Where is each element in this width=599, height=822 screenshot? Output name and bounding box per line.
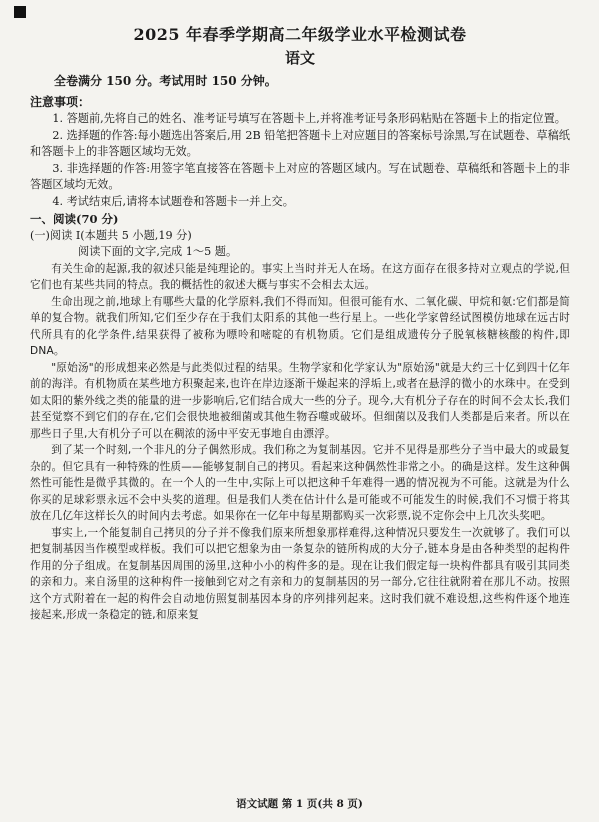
exam-title: 2025 年春季学期高二年级学业水平检测试卷 [133,25,467,44]
section-heading: 一、阅读(70 分) [30,211,119,226]
reading-instruction: 阅读下面的文字,完成 1～5 题。 [78,245,238,259]
exam-page [30,24,570,624]
notice-heading: 注意事项： [30,95,91,109]
notice-item-3: 3. 非选择题的作答:用签字笔直接答在答题卡上对应的答题区域内。写在试题卷、草稿纸和答题卡上的非答题区域均无效。 [30,161,570,192]
passage-paragraph-3: "原始汤"的形成想来必然是与此类似过程的结果。生物学家和化学家认为"原始汤"就是大约三十亿到四十亿年前的海洋。有机物质在某些地方积聚起来,也许在岸边逐渐干燥起来的浮垢上,或者在悬浮的微小的水珠中。在受到如太阳的紫外线之类的能量的进一步影响后,它们结合成大一些的分子。现今,大有机分子存在的时间不会太长,我们甚至觉察不到它们的存在,它们会很快地被细菌或其他生物吞噬或破坏。但细菌以及我们人类都是后来者。所以在那些日子里,大有机分子可以在稠浓的汤中平安无事地自由漂浮。 [30,361,570,440]
score-time-line: 全卷满分 150 分。考试用时 150 分钟。 [54,74,277,88]
notice-item-4: 4. 考试结束后,请将本试题卷和答题卡一并上交。 [52,194,294,208]
subsection-heading: (一)阅读 I(本题共 5 小题,19 分) [30,228,192,242]
subject-title: 语文 [284,49,315,67]
passage-paragraph-1: 有关生命的起源,我的叙述只能是纯理论的。事实上当时并无人在场。在这方面存在很多持对立观点的学说,但它们也有某些共同的特点。我的概括性的叙述大概与事实不会相去太远。 [30,262,570,292]
passage-paragraph-5: 事实上,一个能复制自己拷贝的分子并不像我们原来所想象那样难得,这种情况只要发生一次就够了。我们可以把复制基因当作模型或样板。我们可以把它想象为由一条复杂的链所构成的大分子,链本身是由各种类型的起构件作用的分子组成。在复制基因周围的汤里,这种小小的构件多的是。现在让我们假定每一块构件都具有吸引其同类的亲和力。来自汤里的这种构件一接触到它对之有亲和力的复制基因的另一部分,它往往就附着在那儿不动。按照这个方式附着在一起的构件会自动地仿照复制基因本身的序列排列起来。这时我们就不难设想,这些构件逐个地连接起来,形成一条稳定的链,和原来复 [30,526,570,622]
registration-mark [14,6,26,18]
passage-paragraph-2: 生命出现之前,地球上有哪些大量的化学原料,我们不得而知。但很可能有水、二氧化碳、甲烷和氨:它们都是简单的复合物。就我们所知,它们至少存在于我们太阳系的其他一些行星上。一些化学家曾经试图模仿地球在远古时代所具有的化学条件,结果获得了被称为嘌呤和嘧啶的有机物质。它们是组成遗传分子脱氧核糖核酸的构件,即 DNA。 [30,295,570,358]
passage-paragraph-4: 到了某一个时刻,一个非凡的分子偶然形成。我们称之为复制基因。它并不见得是那些分子当中最大的或最复杂的。但它具有一种特殊的性质——能够复制自己的拷贝。看起来这种偶然性非常之小。的确是这样。发生这种偶然性可能性是微乎其微的。在一个人的一生中,实际上可以把这种千年难得一遇的情况视为不可能。这就是为什么你买的足球彩票永远不会中头奖的道理。但是我们人类在估计什么是可能或不可能发生的时候,我们不习惯于将其放在几亿年这样长久的时间内去考虑。如果你在一亿年中每星期都购买一次彩票,说不定你会中上几次头奖吧。 [30,444,570,523]
page-footer: 语文试题 第 1 页(共 8 页) [236,798,363,810]
notice-item-2: 2. 选择题的作答:每小题选出答案后,用 2B 铅笔把答题卡上对应题目的答案标号涂黑,写在试题卷、草稿纸和答题卡上的非答题区域均无效。 [30,128,570,159]
notice-item-1: 1. 答题前,先将自己的姓名、准考证号填写在答题卡上,并将准考证号条形码粘贴在答题卡上的指定位置。 [52,112,566,125]
